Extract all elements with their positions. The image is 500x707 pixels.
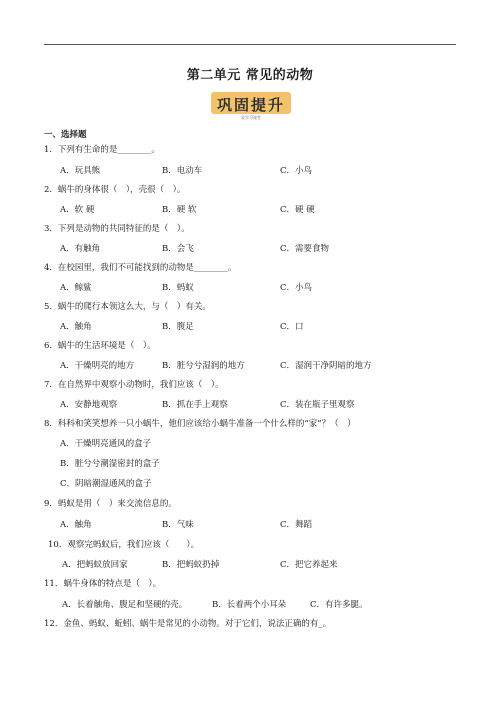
- q6-option-a: A．干燥明亮的地方: [60, 361, 135, 371]
- q4-option-b: B．蚂蚁: [162, 283, 194, 293]
- q3-option-c: C．需要食物: [280, 244, 330, 254]
- q5-option-b: B．腹足: [162, 322, 194, 332]
- q5-option-c: C．口: [280, 322, 304, 332]
- q6-option-c: C．湿润干净阴暗的地方: [280, 361, 372, 371]
- question-11: 11．蜗牛身体的特点是（ ）。: [44, 579, 162, 589]
- q7-option-b: B．抓在手上观察: [162, 400, 228, 410]
- q6-option-b: B．脏兮兮湿润的地方: [162, 361, 245, 371]
- question-10: 10．观察完蚂蚁后，我们应该（ ）。: [48, 540, 200, 550]
- q11-option-c: C．有许多腿。: [310, 600, 368, 610]
- q4-option-a: A．鲸鲨: [60, 283, 92, 293]
- q7-option-a: A．安静地观察: [60, 400, 118, 410]
- question-2: 2．蜗牛的身体很（ ），壳很（ ）。: [44, 185, 186, 195]
- question-5: 5．蜗牛的爬行本领这么大，与（ ）有关。: [44, 302, 211, 312]
- section-heading: 一、选择题: [44, 130, 87, 140]
- q11-option-a: A．长着触角、腹足和坚硬的壳。: [62, 600, 188, 610]
- q1-option-a: A．玩具熊: [60, 166, 101, 176]
- q9-option-c: C．舞蹈: [280, 520, 313, 530]
- q8-option-b: B．脏兮兮潮湿密封的盒子: [60, 459, 160, 469]
- question-12: 12．金鱼、蚂蚁、蚯蚓、蜗牛是常见的小动物。对于它们，说法正确的有_。: [44, 619, 332, 629]
- q2-option-b: B．硬 软: [162, 205, 197, 215]
- question-7: 7．在自然界中观察小动物时，我们应该（ ）。: [44, 380, 224, 390]
- question-3: 3．下列是动物的共同特征的是（ ）。: [44, 224, 190, 234]
- question-9: 9．蚂蚁是用（ ）来交流信息的。: [44, 499, 177, 509]
- q10-option-c: C．把它养起来: [280, 560, 338, 570]
- header-rule: [44, 44, 456, 45]
- q9-option-a: A．触角: [60, 520, 92, 530]
- question-1: 1．下列有生命的是________。: [44, 145, 160, 155]
- q4-option-c: C．小鸟: [280, 283, 313, 293]
- badge-text: 巩固提升: [216, 96, 285, 114]
- consolidation-badge: [211, 92, 291, 122]
- q3-option-a: A．有触角: [60, 244, 101, 254]
- q10-option-b: B．把蚂蚁扔掉: [162, 560, 220, 570]
- q11-option-b: B．长着两个小耳朵: [212, 600, 287, 610]
- q1-option-b: B．电动车: [162, 166, 203, 176]
- q10-option-a: A．把蚂蚁放回家: [62, 560, 128, 570]
- badge-subtext: 爱学习课堂: [241, 115, 261, 120]
- q1-option-c: C．小鸟: [280, 166, 313, 176]
- q8-option-a: A．干燥明亮通风的盒子: [60, 439, 152, 449]
- q8-option-c: C．阴暗潮湿通风的盒子: [60, 479, 152, 489]
- question-8: 8．科科和笑笑想养一只小蜗牛，他们应该给小蜗牛准备一个什么样的“家”？（ ）: [44, 419, 356, 429]
- q2-option-c: C．硬 硬: [280, 205, 315, 215]
- q3-option-b: B．会飞: [162, 244, 194, 254]
- page-title: 第二单元 常见的动物: [186, 68, 314, 83]
- question-6: 6．蜗牛的生活环境是（ ）。: [44, 341, 156, 351]
- q5-option-a: A．触角: [60, 322, 92, 332]
- q7-option-c: C．装在瓶子里观察: [280, 400, 355, 410]
- q9-option-b: B．气味: [162, 520, 194, 530]
- q2-option-a: A．软 硬: [60, 205, 95, 215]
- question-4: 4．在校园里，我们不可能找到的动物是________。: [44, 263, 237, 273]
